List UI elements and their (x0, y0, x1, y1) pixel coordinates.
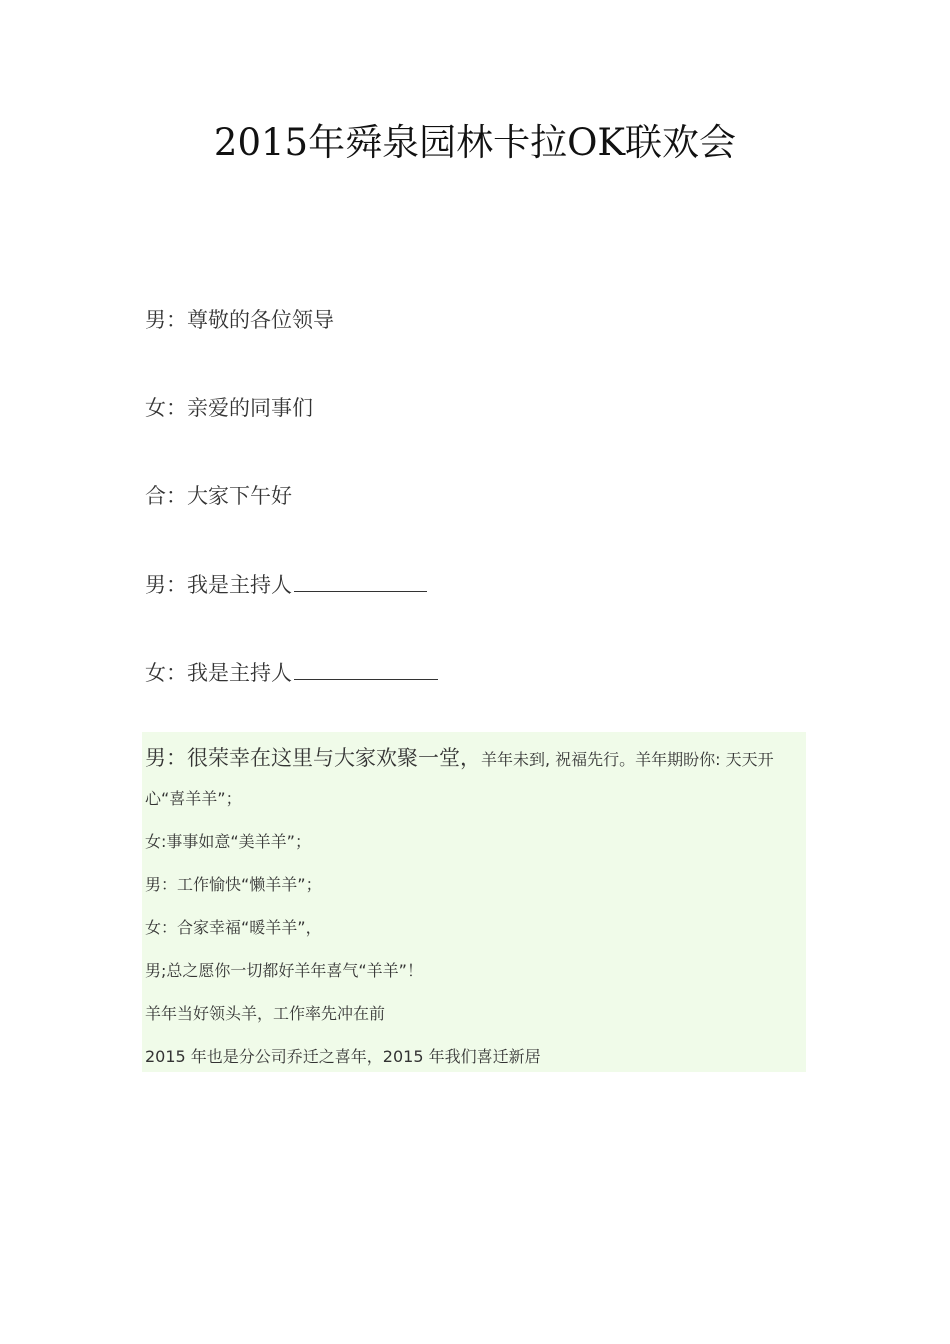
highlight-line-4: 男：工作愉快“懒羊羊”； (145, 875, 322, 894)
highlight-line-8: 2015 年也是分公司乔迁之喜年，2015 年我们喜迁新居 (145, 1047, 541, 1066)
dialogue-line-3: 合：大家下午好 (145, 484, 292, 508)
dialogue-line-4-text: 男：我是主持人 (145, 573, 292, 597)
dialogue-line-5-text: 女：我是主持人 (145, 661, 292, 685)
document-title: 2015年舜泉园林卡拉OK联欢会 (213, 121, 737, 164)
dialogue-line-5 (145, 657, 438, 688)
dialogue-line-4 (145, 569, 427, 600)
host-name-blank-1 (294, 569, 427, 592)
dialogue-line-1: 男：尊敬的各位领导 (145, 308, 334, 332)
highlight-line-5: 女：合家幸福“暖羊羊”， (145, 918, 322, 937)
highlight-line-1 (145, 746, 774, 772)
host-name-blank-2 (294, 657, 438, 680)
highlight-line-1-serif: 男：很荣幸在这里与大家欢聚一堂， (145, 746, 481, 770)
highlight-line-7: 羊年当好领头羊，工作率先冲在前 (145, 1004, 386, 1023)
highlight-line-2: 心“喜羊羊”； (145, 789, 242, 808)
highlight-line-1-sans: 羊年未到, 祝福先行。羊年期盼你: 天天开 (481, 750, 774, 769)
dialogue-line-2: 女：亲爱的同事们 (145, 396, 313, 420)
highlight-line-6: 男;总之愿你一切都好羊年喜气“羊羊”！ (145, 961, 423, 980)
highlight-line-3: 女:事事如意“美羊羊”； (145, 832, 311, 851)
